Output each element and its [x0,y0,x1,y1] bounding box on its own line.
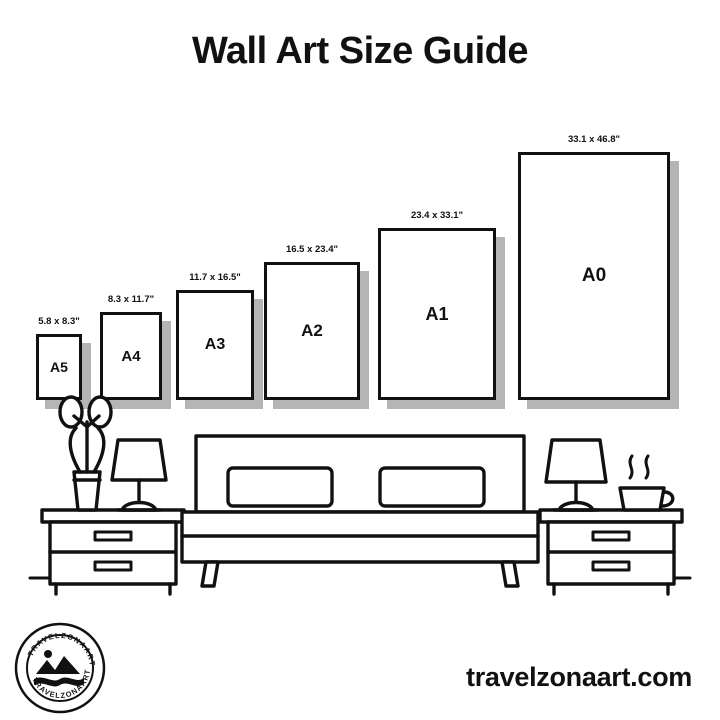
footer [0,610,720,720]
bedroom-illustration [0,380,720,605]
frame-rect [518,152,670,400]
frame-size-name: A5 [50,359,68,375]
frame-dimensions-label: 33.1 x 46.8" [567,134,621,145]
frame-item-a0 [518,134,670,400]
frame-dimensions-label: 23.4 x 33.1" [410,210,464,221]
frame-size-name: A1 [425,303,449,324]
frame-dimensions-label: 8.3 x 11.7" [107,294,155,305]
frame-size-name: A0 [581,265,607,286]
frame-size-row [0,110,720,400]
logo-badge-icon [14,622,106,714]
frame-dimensions-label: 11.7 x 16.5" [189,272,241,283]
frame-dimensions-label: 5.8 x 8.3" [38,316,80,327]
frame-size-name: A4 [121,347,141,365]
frame-dimensions-label: 16.5 x 23.4" [285,244,339,255]
bedroom-scene-svg [0,380,720,605]
logo-text-bottom: TRAVELZONAART [30,668,93,701]
frame-size-name: A3 [204,336,226,353]
frame-rect [378,228,496,400]
frame-item-a1 [378,210,496,400]
brand-logo [14,622,106,714]
website-url: travelzonaart.com [466,662,692,692]
logo-text-top: TRAVELZONAART [25,630,98,668]
page-title: Wall Art Size Guide [191,30,529,72]
frame-size-name: A2 [301,321,323,340]
